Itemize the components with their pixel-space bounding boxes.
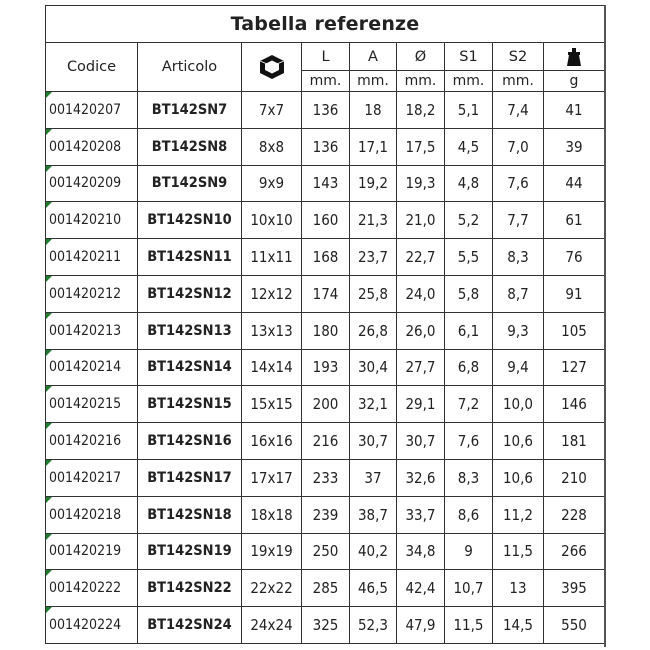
table-row bbox=[46, 349, 605, 386]
table-row bbox=[46, 496, 605, 533]
cell-hex-size: 14x14 bbox=[242, 349, 302, 386]
cell-A: 26,8 bbox=[350, 312, 397, 349]
unit-weight: g bbox=[544, 71, 605, 92]
cell-hex-size: 16x16 bbox=[242, 423, 302, 460]
cell-A: 19,2 bbox=[350, 165, 397, 202]
cell-codice: 001420211 bbox=[46, 239, 138, 276]
cell-hex-size: 8x8 bbox=[242, 128, 302, 165]
table-row bbox=[46, 423, 605, 460]
cell-diameter: 24,0 bbox=[397, 275, 445, 312]
cell-S1: 8,6 bbox=[445, 496, 493, 533]
header-articolo: Articolo bbox=[138, 43, 242, 92]
cell-L: 180 bbox=[302, 312, 350, 349]
cell-S2: 9,3 bbox=[493, 312, 544, 349]
header-hex bbox=[242, 43, 302, 92]
cell-S1: 4,8 bbox=[445, 165, 493, 202]
cell-articolo: BT142SN24 bbox=[138, 607, 242, 644]
table-row bbox=[46, 202, 605, 239]
cell-codice: 001420218 bbox=[46, 496, 138, 533]
cell-hex-size: 19x19 bbox=[242, 533, 302, 570]
cell-A: 30,4 bbox=[350, 349, 397, 386]
table-row bbox=[46, 92, 605, 129]
cell-S1: 4,5 bbox=[445, 128, 493, 165]
cell-S2: 7,6 bbox=[493, 165, 544, 202]
cell-diameter: 17,5 bbox=[397, 128, 445, 165]
cell-articolo: BT142SN9 bbox=[138, 165, 242, 202]
cell-codice: 001420215 bbox=[46, 386, 138, 423]
cell-diameter: 21,0 bbox=[397, 202, 445, 239]
cell-weight: 105 bbox=[544, 312, 605, 349]
cell-hex-size: 13x13 bbox=[242, 312, 302, 349]
cell-codice: 001420224 bbox=[46, 607, 138, 644]
cell-hex-size: 9x9 bbox=[242, 165, 302, 202]
cell-L: 168 bbox=[302, 239, 350, 276]
page-edge-line bbox=[604, 5, 606, 647]
cell-weight: 44 bbox=[544, 165, 605, 202]
cell-articolo: BT142SN15 bbox=[138, 386, 242, 423]
cell-hex-size: 10x10 bbox=[242, 202, 302, 239]
cell-weight: 91 bbox=[544, 275, 605, 312]
table-row bbox=[46, 459, 605, 496]
cell-diameter: 34,8 bbox=[397, 533, 445, 570]
cell-L: 174 bbox=[302, 275, 350, 312]
cell-S1: 6,1 bbox=[445, 312, 493, 349]
cell-hex-size: 15x15 bbox=[242, 386, 302, 423]
cell-L: 325 bbox=[302, 607, 350, 644]
cell-L: 200 bbox=[302, 386, 350, 423]
cell-diameter: 42,4 bbox=[397, 570, 445, 607]
cell-A: 25,8 bbox=[350, 275, 397, 312]
cell-A: 46,5 bbox=[350, 570, 397, 607]
cell-L: 216 bbox=[302, 423, 350, 460]
cell-S1: 5,1 bbox=[445, 92, 493, 129]
cell-weight: 146 bbox=[544, 386, 605, 423]
cell-S2: 8,3 bbox=[493, 239, 544, 276]
cell-S2: 9,4 bbox=[493, 349, 544, 386]
cell-codice: 001420213 bbox=[46, 312, 138, 349]
cell-diameter: 29,1 bbox=[397, 386, 445, 423]
cell-articolo: BT142SN13 bbox=[138, 312, 242, 349]
cell-A: 32,1 bbox=[350, 386, 397, 423]
cell-hex-size: 7x7 bbox=[242, 92, 302, 129]
cell-articolo: BT142SN16 bbox=[138, 423, 242, 460]
cell-articolo: BT142SN18 bbox=[138, 496, 242, 533]
cell-codice: 001420209 bbox=[46, 165, 138, 202]
cell-weight: 41 bbox=[544, 92, 605, 129]
cell-codice: 001420207 bbox=[46, 92, 138, 129]
cell-articolo: BT142SN8 bbox=[138, 128, 242, 165]
cell-A: 52,3 bbox=[350, 607, 397, 644]
cell-S2: 13 bbox=[493, 570, 544, 607]
cell-articolo: BT142SN14 bbox=[138, 349, 242, 386]
cell-L: 250 bbox=[302, 533, 350, 570]
cell-codice: 001420212 bbox=[46, 275, 138, 312]
cell-S1: 5,2 bbox=[445, 202, 493, 239]
unit-L: mm. bbox=[302, 71, 350, 92]
cell-codice: 001420222 bbox=[46, 570, 138, 607]
cell-codice: 001420210 bbox=[46, 202, 138, 239]
cell-S2: 11,5 bbox=[493, 533, 544, 570]
cell-codice: 001420217 bbox=[46, 459, 138, 496]
cell-A: 37 bbox=[350, 459, 397, 496]
cell-weight: 61 bbox=[544, 202, 605, 239]
cell-A: 21,3 bbox=[350, 202, 397, 239]
cell-hex-size: 12x12 bbox=[242, 275, 302, 312]
table-row bbox=[46, 533, 605, 570]
cell-S1: 9 bbox=[445, 533, 493, 570]
cell-diameter: 19,3 bbox=[397, 165, 445, 202]
table-row bbox=[46, 386, 605, 423]
cell-L: 233 bbox=[302, 459, 350, 496]
cell-A: 17,1 bbox=[350, 128, 397, 165]
header-A: A bbox=[350, 43, 397, 71]
cell-codice: 001420219 bbox=[46, 533, 138, 570]
cell-L: 285 bbox=[302, 570, 350, 607]
cell-codice: 001420208 bbox=[46, 128, 138, 165]
cell-hex-size: 24x24 bbox=[242, 607, 302, 644]
cell-S1: 7,2 bbox=[445, 386, 493, 423]
cell-articolo: BT142SN19 bbox=[138, 533, 242, 570]
cell-hex-size: 17x17 bbox=[242, 459, 302, 496]
cell-articolo: BT142SN11 bbox=[138, 239, 242, 276]
cell-S1: 11,5 bbox=[445, 607, 493, 644]
cell-weight: 266 bbox=[544, 533, 605, 570]
cell-S2: 7,7 bbox=[493, 202, 544, 239]
cell-diameter: 22,7 bbox=[397, 239, 445, 276]
cell-L: 239 bbox=[302, 496, 350, 533]
table-row bbox=[46, 312, 605, 349]
cell-weight: 395 bbox=[544, 570, 605, 607]
weight-icon bbox=[566, 47, 582, 67]
header-row bbox=[46, 43, 605, 71]
header-S2: S2 bbox=[493, 43, 544, 71]
header-codice: Codice bbox=[46, 43, 138, 92]
reference-table bbox=[45, 42, 605, 644]
cell-A: 30,7 bbox=[350, 423, 397, 460]
cell-S2: 8,7 bbox=[493, 275, 544, 312]
cell-articolo: BT142SN22 bbox=[138, 570, 242, 607]
unit-S1: mm. bbox=[445, 71, 493, 92]
cell-S1: 5,5 bbox=[445, 239, 493, 276]
cell-diameter: 30,7 bbox=[397, 423, 445, 460]
hex-nut-icon bbox=[257, 53, 287, 81]
cell-S2: 10,0 bbox=[493, 386, 544, 423]
unit-S2: mm. bbox=[493, 71, 544, 92]
cell-weight: 76 bbox=[544, 239, 605, 276]
table-title: Tabella referenze bbox=[230, 13, 420, 35]
cell-hex-size: 11x11 bbox=[242, 239, 302, 276]
table-row bbox=[46, 239, 605, 276]
cell-L: 136 bbox=[302, 128, 350, 165]
cell-S1: 10,7 bbox=[445, 570, 493, 607]
unit-A: mm. bbox=[350, 71, 397, 92]
cell-L: 136 bbox=[302, 92, 350, 129]
cell-A: 18 bbox=[350, 92, 397, 129]
cell-weight: 228 bbox=[544, 496, 605, 533]
cell-S1: 6,8 bbox=[445, 349, 493, 386]
cell-articolo: BT142SN10 bbox=[138, 202, 242, 239]
cell-weight: 550 bbox=[544, 607, 605, 644]
cell-diameter: 33,7 bbox=[397, 496, 445, 533]
cell-diameter: 32,6 bbox=[397, 459, 445, 496]
cell-S2: 10,6 bbox=[493, 423, 544, 460]
table-body bbox=[46, 92, 605, 644]
cell-weight: 39 bbox=[544, 128, 605, 165]
cell-S2: 10,6 bbox=[493, 459, 544, 496]
table-row bbox=[46, 128, 605, 165]
cell-articolo: BT142SN12 bbox=[138, 275, 242, 312]
cell-codice: 001420214 bbox=[46, 349, 138, 386]
cell-S1: 7,6 bbox=[445, 423, 493, 460]
cell-L: 143 bbox=[302, 165, 350, 202]
header-diameter: Ø bbox=[397, 43, 445, 71]
cell-hex-size: 22x22 bbox=[242, 570, 302, 607]
cell-A: 40,2 bbox=[350, 533, 397, 570]
header-L: L bbox=[302, 43, 350, 71]
reference-table-frame bbox=[45, 5, 605, 647]
table-row bbox=[46, 275, 605, 312]
cell-articolo: BT142SN7 bbox=[138, 92, 242, 129]
cell-weight: 210 bbox=[544, 459, 605, 496]
cell-A: 38,7 bbox=[350, 496, 397, 533]
cell-diameter: 27,7 bbox=[397, 349, 445, 386]
cell-diameter: 26,0 bbox=[397, 312, 445, 349]
cell-articolo: BT142SN17 bbox=[138, 459, 242, 496]
header-weight bbox=[544, 43, 605, 71]
table-row bbox=[46, 165, 605, 202]
cell-weight: 181 bbox=[544, 423, 605, 460]
cell-S2: 7,4 bbox=[493, 92, 544, 129]
header-S1: S1 bbox=[445, 43, 493, 71]
cell-S2: 11,2 bbox=[493, 496, 544, 533]
table-title-bar bbox=[45, 5, 605, 42]
cell-codice: 001420216 bbox=[46, 423, 138, 460]
table-row bbox=[46, 607, 605, 644]
table-row bbox=[46, 570, 605, 607]
cell-S2: 14,5 bbox=[493, 607, 544, 644]
cell-diameter: 18,2 bbox=[397, 92, 445, 129]
cell-S2: 7,0 bbox=[493, 128, 544, 165]
unit-diameter: mm. bbox=[397, 71, 445, 92]
cell-weight: 127 bbox=[544, 349, 605, 386]
cell-L: 193 bbox=[302, 349, 350, 386]
cell-S1: 8,3 bbox=[445, 459, 493, 496]
cell-hex-size: 18x18 bbox=[242, 496, 302, 533]
cell-L: 160 bbox=[302, 202, 350, 239]
cell-diameter: 47,9 bbox=[397, 607, 445, 644]
cell-S1: 5,8 bbox=[445, 275, 493, 312]
cell-A: 23,7 bbox=[350, 239, 397, 276]
